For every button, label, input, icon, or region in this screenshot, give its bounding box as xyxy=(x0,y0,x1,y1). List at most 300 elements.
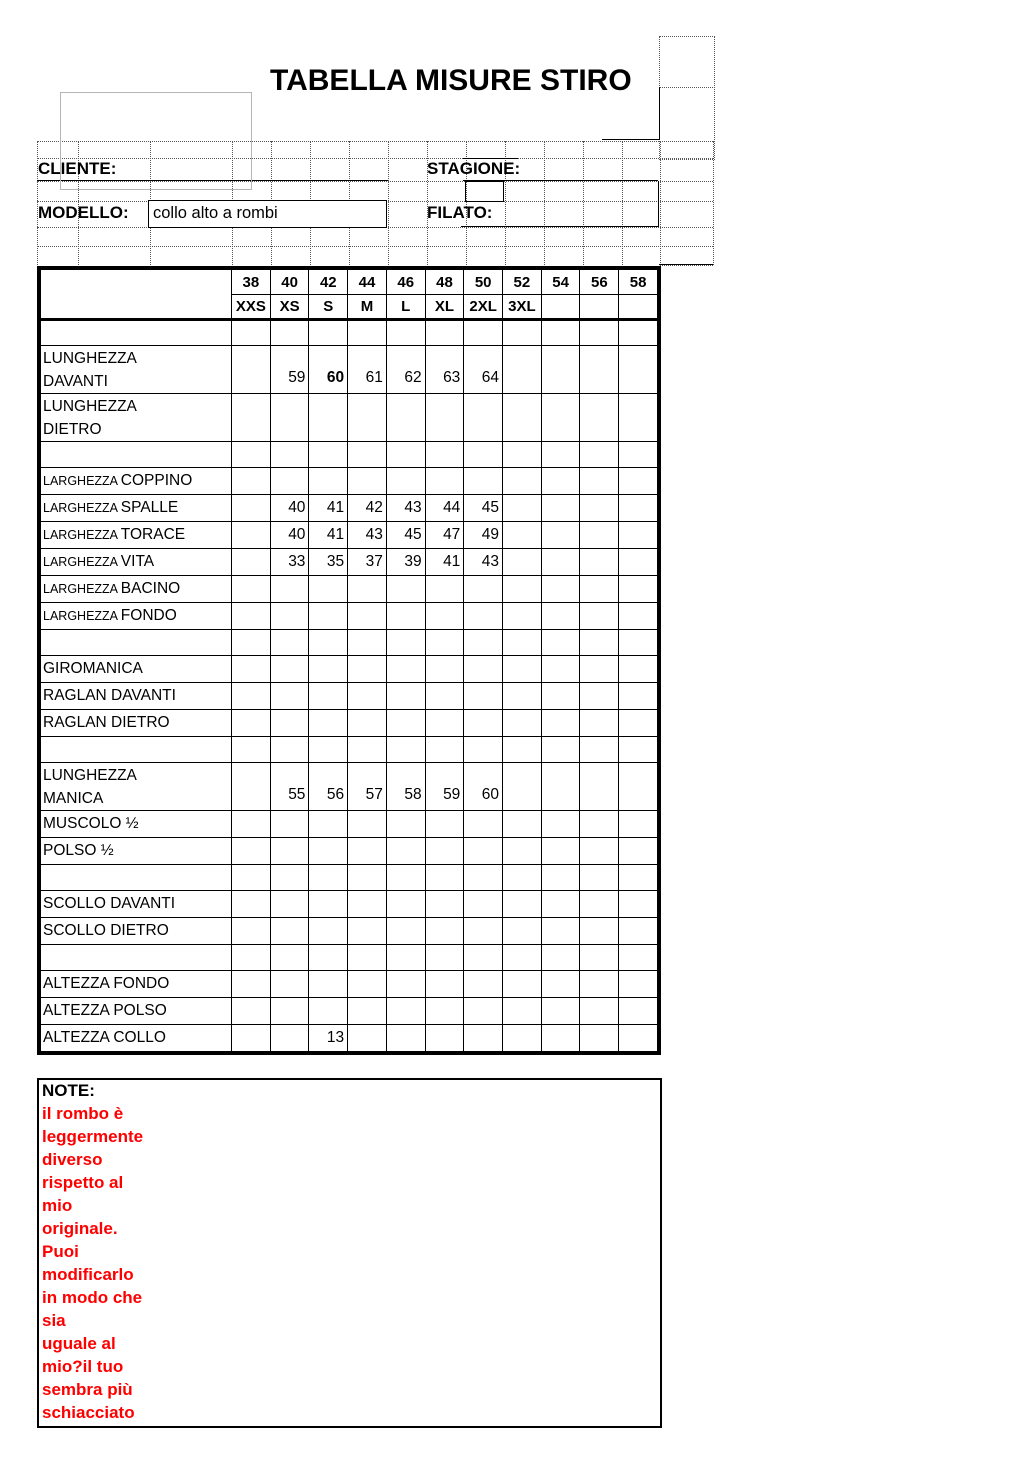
value-cell xyxy=(541,549,580,576)
value-cell xyxy=(464,394,503,442)
note-line: mio?il tuo xyxy=(42,1357,124,1376)
value-cell xyxy=(386,710,425,737)
value-cell xyxy=(541,971,580,998)
value-cell xyxy=(309,838,348,865)
table-row xyxy=(41,763,658,811)
row-label xyxy=(41,630,232,656)
cell xyxy=(503,442,542,468)
value-cell xyxy=(348,656,387,683)
value-cell xyxy=(309,683,348,710)
value-cell xyxy=(309,998,348,1025)
size-header-cell: 50 xyxy=(464,270,503,295)
value-cell xyxy=(425,576,464,603)
value-cell xyxy=(541,522,580,549)
cell xyxy=(619,442,658,468)
cell xyxy=(503,945,542,971)
value-cell xyxy=(464,811,503,838)
value-cell: 44 xyxy=(425,495,464,522)
value-cell xyxy=(580,656,619,683)
size-name-cell xyxy=(580,295,619,320)
value-cell xyxy=(232,1025,271,1052)
value-cell xyxy=(425,603,464,630)
row-label xyxy=(41,763,232,811)
row-label: RAGLAN DIETRO xyxy=(41,710,232,737)
cell xyxy=(503,320,542,346)
table-row xyxy=(41,522,658,549)
value-cell xyxy=(541,710,580,737)
value-cell xyxy=(619,346,658,394)
value-cell xyxy=(580,549,619,576)
cell xyxy=(425,320,464,346)
value-cell xyxy=(348,576,387,603)
value-cell xyxy=(425,971,464,998)
cell xyxy=(386,630,425,656)
value-cell xyxy=(425,1025,464,1052)
value-cell xyxy=(619,603,658,630)
value-cell xyxy=(503,918,542,945)
value-cell xyxy=(541,495,580,522)
value-cell xyxy=(386,811,425,838)
value-cell xyxy=(348,998,387,1025)
cell xyxy=(309,865,348,891)
grid-line xyxy=(622,141,623,265)
cell-border xyxy=(658,181,659,227)
value-cell xyxy=(464,710,503,737)
value-cell xyxy=(348,603,387,630)
value-cell xyxy=(464,998,503,1025)
value-cell xyxy=(619,763,658,811)
table-row xyxy=(41,683,658,710)
table-row xyxy=(41,971,658,998)
value-cell xyxy=(580,1025,619,1052)
value-cell: 37 xyxy=(348,549,387,576)
value-cell xyxy=(503,838,542,865)
cell xyxy=(386,737,425,763)
value-cell xyxy=(619,710,658,737)
row-label-line: DIETRO xyxy=(43,421,102,438)
size-header-cell: 38 xyxy=(232,270,271,295)
row-label: ALTEZZA POLSO xyxy=(41,998,232,1025)
cell xyxy=(464,320,503,346)
value-cell xyxy=(270,683,309,710)
size-name-cell: S xyxy=(309,295,348,320)
value-cell xyxy=(348,468,387,495)
value-cell: 43 xyxy=(464,549,503,576)
row-label-main: BACINO xyxy=(120,580,181,597)
value-cell: 42 xyxy=(348,495,387,522)
value-cell xyxy=(503,603,542,630)
row-label xyxy=(41,603,232,630)
cell xyxy=(541,865,580,891)
value-cell xyxy=(619,811,658,838)
value-cell: 41 xyxy=(309,522,348,549)
value-cell xyxy=(270,891,309,918)
value-cell xyxy=(580,603,619,630)
row-label xyxy=(41,737,232,763)
note-line: modificarlo xyxy=(42,1265,134,1284)
row-label-prefix: LARGHEZZA xyxy=(43,528,121,542)
value-cell: 39 xyxy=(386,549,425,576)
value-cell xyxy=(503,763,542,811)
table-row xyxy=(41,710,658,737)
value-cell xyxy=(580,998,619,1025)
value-cell xyxy=(232,603,271,630)
value-cell xyxy=(541,346,580,394)
row-label-prefix: LARGHEZZA xyxy=(43,474,121,488)
empty-cells-box xyxy=(659,36,715,160)
cell xyxy=(464,737,503,763)
value-cell xyxy=(386,468,425,495)
value-cell xyxy=(425,811,464,838)
cell-border xyxy=(659,264,713,265)
value-cell xyxy=(386,891,425,918)
row-label xyxy=(41,865,232,891)
value-cell xyxy=(464,971,503,998)
cell xyxy=(232,865,271,891)
value-cell xyxy=(619,838,658,865)
row-label-line: MANICA xyxy=(43,790,104,807)
cell xyxy=(619,865,658,891)
size-name-cell: XL xyxy=(425,295,464,320)
value-cell xyxy=(232,763,271,811)
table-row xyxy=(41,346,658,394)
cell xyxy=(270,630,309,656)
row-label: MUSCOLO ½ xyxy=(41,811,232,838)
cell xyxy=(503,737,542,763)
row-label xyxy=(41,549,232,576)
note-box xyxy=(37,1078,662,1428)
cell xyxy=(348,945,387,971)
value-cell xyxy=(541,811,580,838)
cell xyxy=(425,865,464,891)
value-cell xyxy=(580,763,619,811)
value-cell xyxy=(464,683,503,710)
value-cell xyxy=(619,918,658,945)
table-row xyxy=(41,576,658,603)
spacer-row xyxy=(41,737,658,763)
value-cell xyxy=(425,394,464,442)
value-cell xyxy=(619,1025,658,1052)
row-label xyxy=(41,495,232,522)
value-cell xyxy=(386,838,425,865)
value-cell xyxy=(541,1025,580,1052)
cell xyxy=(580,737,619,763)
cell xyxy=(541,945,580,971)
stagione-label: STAGIONE: xyxy=(427,159,521,178)
value-cell: 49 xyxy=(464,522,503,549)
value-cell xyxy=(232,838,271,865)
value-cell: 41 xyxy=(309,495,348,522)
value-cell: 61 xyxy=(348,346,387,394)
table-row xyxy=(41,918,658,945)
cell xyxy=(309,320,348,346)
note-line: il rombo è xyxy=(42,1104,124,1123)
value-cell xyxy=(580,394,619,442)
cell xyxy=(425,442,464,468)
row-label-prefix: LARGHEZZA xyxy=(43,501,121,515)
value-cell xyxy=(541,763,580,811)
grid-line xyxy=(37,246,713,247)
value-cell xyxy=(425,656,464,683)
value-cell xyxy=(348,394,387,442)
value-cell xyxy=(503,394,542,442)
value-cell xyxy=(386,918,425,945)
grid-line xyxy=(544,141,545,265)
cell xyxy=(541,442,580,468)
cell xyxy=(232,737,271,763)
note-line: in modo che xyxy=(42,1288,143,1307)
value-cell xyxy=(619,971,658,998)
value-cell xyxy=(386,971,425,998)
value-cell: 60 xyxy=(464,763,503,811)
size-name-cell xyxy=(541,295,580,320)
size-header-cell: 56 xyxy=(580,270,619,295)
value-cell xyxy=(503,522,542,549)
cell xyxy=(348,630,387,656)
cell xyxy=(619,630,658,656)
cell xyxy=(386,945,425,971)
value-cell xyxy=(503,998,542,1025)
cell xyxy=(464,945,503,971)
value-cell xyxy=(580,838,619,865)
cell xyxy=(309,630,348,656)
value-cell: 13 xyxy=(309,1025,348,1052)
value-cell xyxy=(580,346,619,394)
size-header-cell: 42 xyxy=(309,270,348,295)
value-cell: 59 xyxy=(425,763,464,811)
value-cell xyxy=(580,468,619,495)
table-row xyxy=(41,811,658,838)
table-row xyxy=(41,394,658,442)
value-cell xyxy=(503,576,542,603)
value-cell xyxy=(232,683,271,710)
row-label-main: TORACE xyxy=(120,526,186,543)
size-header-cell: 46 xyxy=(386,270,425,295)
value-cell xyxy=(232,918,271,945)
table-row xyxy=(41,838,658,865)
value-cell xyxy=(541,603,580,630)
value-cell xyxy=(541,683,580,710)
table-row xyxy=(41,495,658,522)
empty-cell xyxy=(465,181,504,202)
cell xyxy=(580,945,619,971)
row-label: SCOLLO DIETRO xyxy=(41,918,232,945)
cell xyxy=(309,737,348,763)
row-label: SCOLLO DAVANTI xyxy=(41,891,232,918)
value-cell xyxy=(464,576,503,603)
value-cell xyxy=(348,811,387,838)
cell xyxy=(348,442,387,468)
value-cell: 40 xyxy=(270,522,309,549)
value-cell: 62 xyxy=(386,346,425,394)
row-label xyxy=(41,522,232,549)
value-cell xyxy=(464,603,503,630)
grid-line xyxy=(659,87,713,88)
note-line: sembra più xyxy=(42,1380,133,1399)
cell xyxy=(580,865,619,891)
value-cell xyxy=(270,394,309,442)
value-cell xyxy=(503,1025,542,1052)
cell xyxy=(348,320,387,346)
value-cell xyxy=(619,891,658,918)
value-cell: 64 xyxy=(464,346,503,394)
value-cell xyxy=(619,495,658,522)
spacer-row xyxy=(41,865,658,891)
size-header-cell: 44 xyxy=(348,270,387,295)
cell-border xyxy=(602,139,659,140)
cliente-label: CLIENTE: xyxy=(38,159,117,178)
filato-label: FILATO: xyxy=(427,203,493,222)
table-header-row xyxy=(41,270,658,295)
value-cell xyxy=(348,891,387,918)
value-cell xyxy=(348,1025,387,1052)
value-cell xyxy=(425,918,464,945)
size-name-cell xyxy=(619,295,658,320)
spacer-row xyxy=(41,945,658,971)
cell xyxy=(270,737,309,763)
measure-table-wrap xyxy=(37,266,661,1055)
grid-line xyxy=(388,141,389,265)
note-line: mio xyxy=(42,1196,73,1215)
value-cell xyxy=(232,468,271,495)
value-cell xyxy=(619,522,658,549)
cell xyxy=(503,865,542,891)
row-label-main: COPPINO xyxy=(120,472,193,489)
size-name-cell: 2XL xyxy=(464,295,503,320)
filato-underline xyxy=(461,226,658,227)
cell xyxy=(425,945,464,971)
size-name-cell: 3XL xyxy=(503,295,542,320)
value-cell xyxy=(386,683,425,710)
table-row xyxy=(41,998,658,1025)
note-line: diverso xyxy=(42,1150,103,1169)
value-cell xyxy=(386,576,425,603)
note-line: leggermente xyxy=(42,1127,144,1146)
value-cell xyxy=(270,998,309,1025)
value-cell: 35 xyxy=(309,549,348,576)
value-cell xyxy=(232,495,271,522)
value-cell xyxy=(232,971,271,998)
cell xyxy=(232,320,271,346)
value-cell xyxy=(619,549,658,576)
size-name-cell: L xyxy=(386,295,425,320)
row-label-main: VITA xyxy=(120,553,155,570)
table-row xyxy=(41,468,658,495)
value-cell xyxy=(309,710,348,737)
value-cell xyxy=(425,891,464,918)
note-line: Puoi xyxy=(42,1242,79,1261)
grid-line xyxy=(583,141,584,265)
note-lines xyxy=(42,1102,660,1424)
value-cell xyxy=(425,710,464,737)
value-cell xyxy=(541,468,580,495)
value-cell xyxy=(425,683,464,710)
table-row xyxy=(41,603,658,630)
value-cell xyxy=(348,971,387,998)
value-cell xyxy=(425,468,464,495)
row-label-line: LUNGHEZZA xyxy=(43,398,137,415)
value-cell xyxy=(309,394,348,442)
value-cell: 57 xyxy=(348,763,387,811)
value-cell xyxy=(464,918,503,945)
value-cell: 60 xyxy=(309,346,348,394)
cell xyxy=(270,865,309,891)
row-label: RAGLAN DAVANTI xyxy=(41,683,232,710)
value-cell xyxy=(425,998,464,1025)
value-cell xyxy=(541,576,580,603)
value-cell xyxy=(619,656,658,683)
cell xyxy=(270,442,309,468)
value-cell: 40 xyxy=(270,495,309,522)
row-label xyxy=(41,576,232,603)
value-cell xyxy=(580,495,619,522)
value-cell xyxy=(270,468,309,495)
row-label-line: LUNGHEZZA xyxy=(43,767,137,784)
value-cell xyxy=(270,1025,309,1052)
value-cell xyxy=(503,683,542,710)
value-cell xyxy=(503,891,542,918)
value-cell xyxy=(619,394,658,442)
cell xyxy=(425,737,464,763)
value-cell xyxy=(232,576,271,603)
value-cell xyxy=(232,522,271,549)
value-cell xyxy=(270,838,309,865)
cell xyxy=(386,320,425,346)
value-cell xyxy=(619,576,658,603)
value-cell xyxy=(580,971,619,998)
size-header-cell: 40 xyxy=(270,270,309,295)
cell xyxy=(464,630,503,656)
cell xyxy=(232,442,271,468)
value-cell: 58 xyxy=(386,763,425,811)
note-line: schiacciato xyxy=(42,1403,135,1422)
row-label: ALTEZZA COLLO xyxy=(41,1025,232,1052)
note-line: originale. xyxy=(42,1219,118,1238)
value-cell xyxy=(309,603,348,630)
cell xyxy=(541,737,580,763)
value-cell xyxy=(464,656,503,683)
value-cell xyxy=(541,838,580,865)
measure-table xyxy=(40,269,658,1052)
size-header-cell: 52 xyxy=(503,270,542,295)
value-cell xyxy=(309,656,348,683)
size-name-cell: M xyxy=(348,295,387,320)
value-cell: 55 xyxy=(270,763,309,811)
value-cell xyxy=(580,918,619,945)
value-cell xyxy=(232,891,271,918)
note-line: uguale al xyxy=(42,1334,116,1353)
row-label xyxy=(41,346,232,394)
value-cell xyxy=(541,656,580,683)
value-cell: 47 xyxy=(425,522,464,549)
value-cell xyxy=(386,998,425,1025)
cell xyxy=(503,630,542,656)
cell xyxy=(232,630,271,656)
grid-line xyxy=(660,265,713,266)
value-cell xyxy=(348,683,387,710)
spacer-row xyxy=(41,630,658,656)
value-cell xyxy=(386,656,425,683)
size-header-cell: 58 xyxy=(619,270,658,295)
note-line: sia xyxy=(42,1311,66,1330)
value-cell xyxy=(270,918,309,945)
row-label-prefix: LARGHEZZA xyxy=(43,582,121,596)
value-cell xyxy=(309,576,348,603)
value-cell xyxy=(270,603,309,630)
value-cell: 33 xyxy=(270,549,309,576)
value-cell: 45 xyxy=(386,522,425,549)
note-title: NOTE: xyxy=(42,1081,95,1100)
